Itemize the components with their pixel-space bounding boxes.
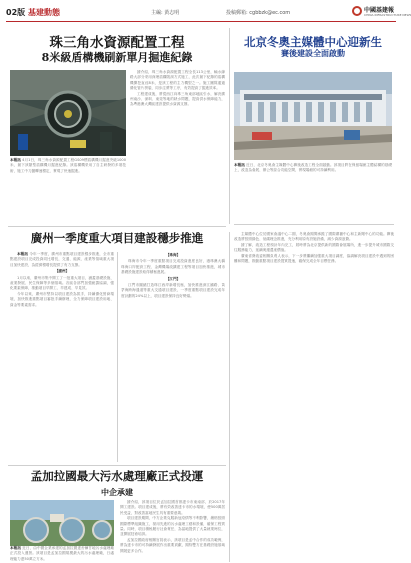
article1-paragraph: 據介紹，珠三角水資源配置工程全長113公里，輸水線路大部分采用深埋盾構隧洞方式施工，此次創下紀錄的盾構機開挖直徑8米，是該工程的主力機型之一。施工團隊通過優化管片拼裝、同步注漿等工序，有效提高了掘進效率。: [130, 70, 225, 91]
article3-subhead: 【廣州】: [54, 269, 70, 274]
article4-paragraph: 孟加拉國政府相關官員表示，該項目是孟中合作的成功範例，將為達卡市的可持續發展作出重要貢獻，期待雙方在基礎設施領域開展更多合作。: [120, 537, 225, 553]
article3-subhead: 【珠海】: [165, 253, 181, 257]
article3-body-col1: [10, 252, 114, 464]
article4-caption-text: 近日，由中國企業承建的孟加拉國達舍爾甘地污水處理廠正式投入運營。該項目是孟加拉國規模最大的污水處理廠，日處理能力達50萬立方米。: [10, 546, 115, 561]
article1-title-line1: 珠三角水資源配置工程: [49, 35, 185, 51]
article2-caption-text: 近日，北京冬奧會主媒體中心賽後改造工程全面啟動。該項目將在保留場館主體結構的基礎上，改造為會展、辦公等綜合功能空間，實現場館的可持續利用。: [234, 163, 393, 173]
article3-paragraph: 今年一季度，廣州市重點項目建設穩步推進，全市重點建設項目完成投資同比增長，交通、能源、產業等領域重大項目加快建設，為經濟穩增長提供了有力支撐。: [10, 252, 115, 267]
logo-english-name: CHINA INFRASTRUCTURE NEWS: [364, 13, 411, 17]
newspaper-logo: [352, 4, 411, 20]
article2-paragraph: 據了解，改造工程預計年內完工，屆時將為北京提供新的國際會展場所，進一步提升城市國際交往服務能力，延續奧運遺產價值。: [234, 242, 394, 253]
article3-paragraph: 今年以來，廣州市堅持以項目建設為抓手，持續優化營商環境，加快推進重點項目審批手續辦理，全力保障項目建設用地、資金等要素需求。: [10, 291, 114, 307]
editor-credit: 主編: 黃志明: [151, 10, 180, 16]
page-header: [6, 4, 411, 22]
article1-title: [10, 36, 224, 64]
article3-paragraph: 廣東省發改委相關負責人表示，下一步將繼續加強重大項目調度，協調解決項目建設中遇到的困難和問題，推動重點項目建設提質提速，確保完成全年目標任務。: [234, 253, 394, 264]
article1-body: [130, 70, 225, 222]
article3-lead: 本報訊: [17, 252, 29, 256]
article2-title-line2: 賽後建設全面啟動: [281, 48, 345, 59]
article3-subhead: 【江門】: [165, 276, 181, 281]
article4-paragraph: 據介紹，該項目位於孟加拉國首都達卡市東南部，於2017年開工建設。項目建成後，將有效改善達卡市的水環境，使500萬居民受益，對改善當地民生具有重要意義。: [120, 500, 225, 515]
logo-mark-icon: [352, 6, 362, 16]
article4-caption: [10, 546, 114, 562]
section-name: 基建動態: [28, 8, 60, 17]
article2-paragraph: 主媒體中心位於國家會議中心二期，冬奧會期間承擔了國際廣播中心和主新聞中心的功能。賽後改造將按照綠色、低碳理念推進，充分利用原有設施設備，減少資源浪費。: [234, 232, 394, 242]
article4-photo: [10, 500, 114, 546]
article4-body: [120, 500, 225, 560]
article3-body-col2: [121, 252, 225, 464]
page-number: 02版: [6, 8, 26, 17]
article4-paragraph: 項目建設期間，中方企業克服新冠疫情等不利影響，嚴格按照國際標準組織施工，採用先進的污水處理工藝和設備，確保工程質量。同時，項目積極履行社會責任，為當地提供了大量就業崗位，並開展技術培訓。: [120, 516, 225, 537]
article1-caption-lead: 本報訊: [10, 158, 21, 162]
article2-caption-lead: 本報訊: [234, 163, 245, 167]
article3-title: 廣州一季度重大項目建設穩步推進: [30, 231, 204, 245]
article2-title: [232, 36, 394, 58]
article1-title-line2: 8米級盾構機刷新單月掘進紀錄: [41, 50, 193, 64]
article1-paragraph: 工程建成後，將從西江向珠三角東部地區引水，解決廣州南沙、深圳、東莞等地的缺水問題，提高供水保障能力，為粵港澳大灣區建設提供水資源支撐。: [130, 91, 225, 107]
article3-paragraph: 江門市圍繞打造珠江西岸新增長極，加快推進深江鐵路、黃茅海跨海通道等重大交通項目建設，一季度重點項目建設完成年度計劃的24%以上，項目建設保持良好勢頭。: [121, 283, 225, 298]
article1-caption-text: 4月1日，珠三角水資源配置工程GS09標盾構機月掘進突破1000米，創下該類型盾構機月掘進紀錄。該盾構機采用了自主研發的多項技術，施工中刀盤轉速穩定，實現了快速掘進。: [10, 158, 126, 173]
article2-title-line1: 北京冬奧主媒體中心迎新生: [244, 35, 382, 49]
column-divider: [117, 252, 118, 462]
article2-body: [234, 232, 394, 558]
article3-paragraph: 1月以來，廣州市集中開工了一批重大項目，涵蓋基礎設施、產業發展、民生保障等多個領域。各區各部門加強統籌協調，強化要素保障，推動項目早開工、早建成、早見效。: [10, 275, 114, 291]
logo-name: 中國基建報: [364, 7, 395, 14]
article4-subtitle: 中企承建: [101, 487, 133, 497]
article4-caption-lead: 本報訊: [10, 546, 22, 550]
article2-photo: [234, 72, 392, 160]
article3-paragraph: 珠海市今年一季度重點項目完成投資進度良好，港珠澳大橋珠海口岸配套工程、金灣機場改擴建工程等項目加快推進，城市基礎設施建設取得積極進展。: [121, 259, 225, 275]
column-divider: [229, 28, 230, 224]
section-divider: [234, 224, 394, 225]
article1-caption: [10, 158, 126, 222]
column-divider: [229, 232, 230, 562]
article2-caption: [234, 163, 392, 187]
submission-email: 投稿郵箱: cgbbzk@ec.com: [226, 10, 291, 16]
article1-photo: [10, 70, 126, 156]
section-divider: [8, 465, 226, 466]
section-divider: [8, 226, 226, 227]
article4-title: 孟加拉國最大污水處理廠正式投運: [30, 469, 204, 483]
